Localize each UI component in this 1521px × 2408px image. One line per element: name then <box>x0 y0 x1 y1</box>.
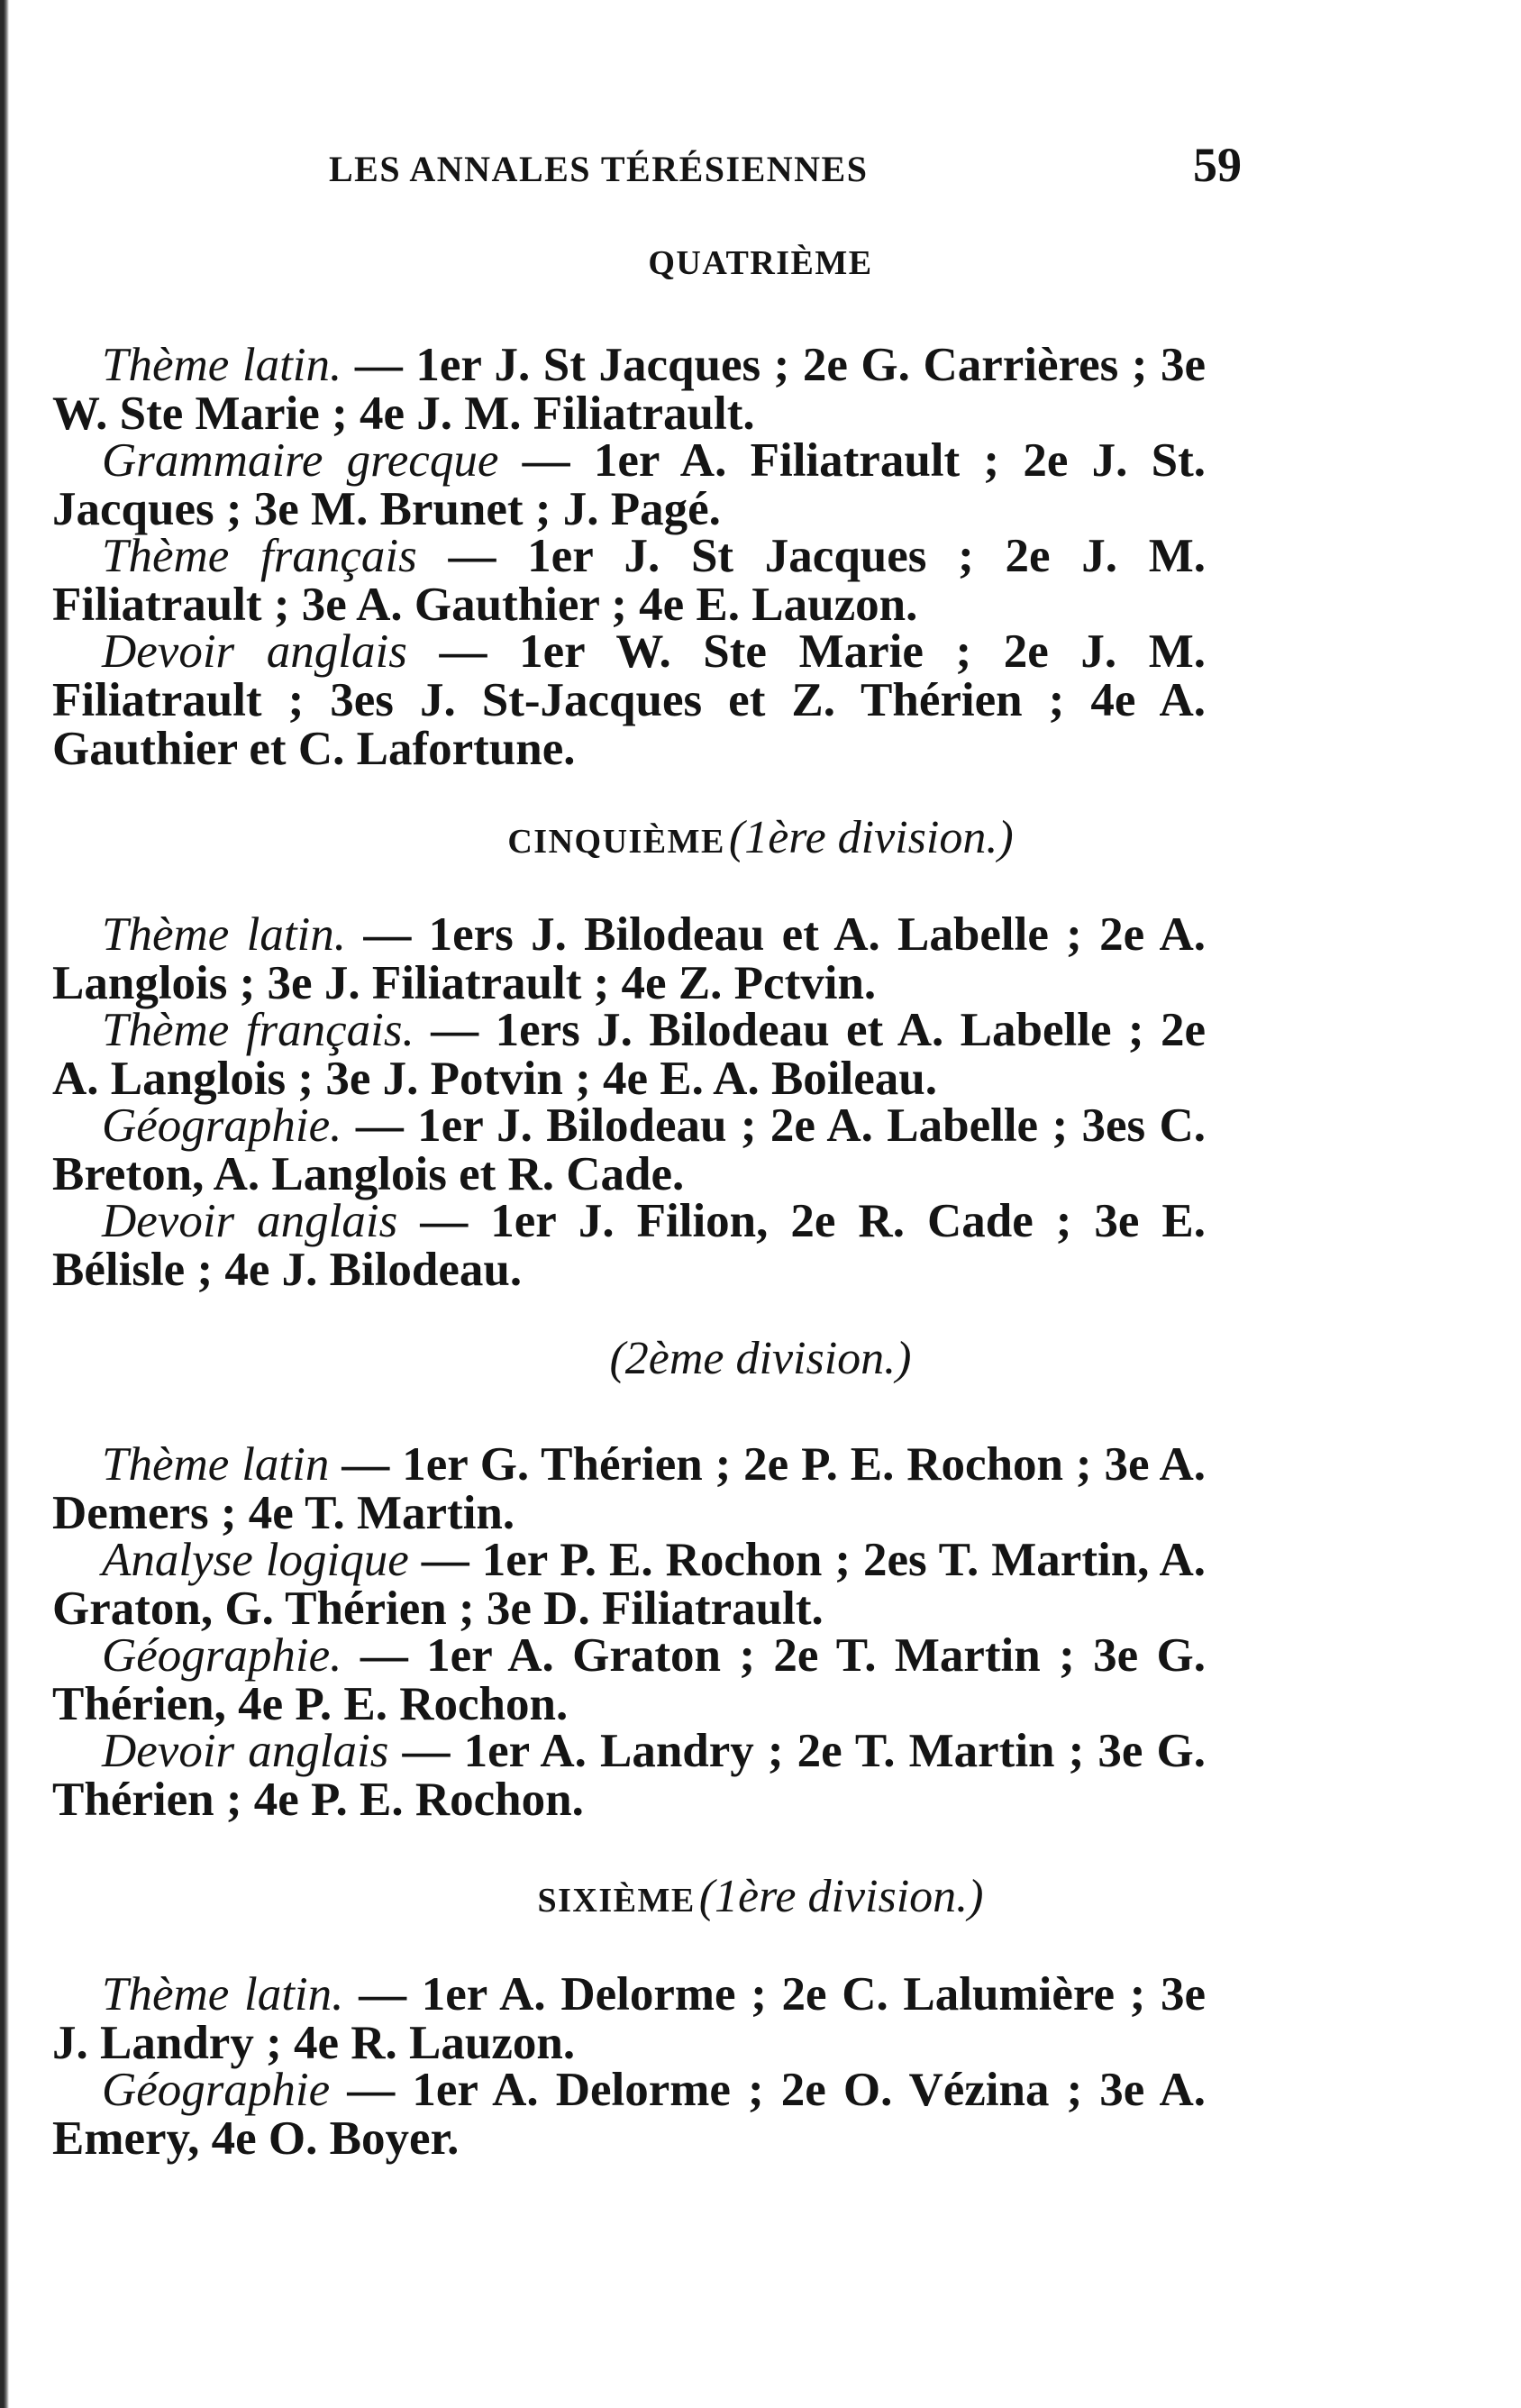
result-entry <box>52 1101 1206 1199</box>
subject-name: Devoir anglais <box>102 1195 398 1247</box>
results-text: — 1er G. Thérien ; 2e P. E. Rochon ; 3e A. Demers ; 4e T. Martin. <box>52 1438 1207 1539</box>
results-text: — 1er J. St Jacques ; 2e J. M. Filiatrault ; 3e A. Gauthier ; 4e E. Lauzon. <box>52 530 1206 631</box>
result-entry <box>52 532 1206 629</box>
running-title: LES ANNALES TÉRÉSIENNES <box>329 149 869 189</box>
results-text: — 1er A. Graton ; 2e T. Martin ; 3e G. Thérien, 4e P. E. Rochon. <box>52 1629 1207 1730</box>
results-text: — 1er A. Delorme ; 2e C. Lalumière ; 3e J. Landry ; 4e R. Lauzon. <box>52 1968 1207 2069</box>
page-binding-edge <box>0 0 9 2408</box>
subject-name: Thème latin. <box>102 339 342 391</box>
subject-name: Devoir anglais <box>102 1725 389 1777</box>
division-label: (2ème division.) <box>609 1333 912 1384</box>
subject-name: Thème latin <box>102 1438 330 1491</box>
result-entry <box>52 1006 1206 1103</box>
section-name: SIXIÈME <box>537 1882 696 1920</box>
subject-name: Thème latin. <box>102 1968 344 2020</box>
subject-name: Thème latin. <box>102 908 347 961</box>
section-title-cinquieme-1 <box>0 811 1521 864</box>
results-text: — 1er P. E. Rochon ; 2es T. Martin, A. Graton, G. Thérien ; 3e D. Filiatrault. <box>52 1534 1206 1635</box>
result-entry <box>52 1727 1206 1824</box>
section-name: CINQUIÈME <box>507 823 725 861</box>
results-text: — 1er J. St Jacques ; 2e G. Carrières ; 3e W. Ste Marie ; 4e J. M. Filiatrault. <box>52 339 1206 440</box>
results-text: — 1er J. Bilodeau ; 2e A. Labelle ; 3es C. Breton, A. Langlois et R. Cade. <box>52 1099 1207 1200</box>
results-text: — 1er A. Filiatrault ; 2e J. St. Jacques ; 3e M. Brunet ; J. Pagé. <box>52 434 1206 535</box>
results-text: — 1er A. Landry ; 2e T. Martin ; 3e G. Thérien ; 4e P. E. Rochon. <box>52 1725 1206 1826</box>
result-entry <box>52 1970 1206 2067</box>
results-text: — 1er J. Filion, 2e R. Cade ; 3e E. Bélisle ; 4e J. Bilodeau. <box>52 1195 1207 1296</box>
result-entry <box>52 341 1206 438</box>
subject-name: Grammaire grecque <box>102 434 499 487</box>
result-entry <box>52 1536 1206 1633</box>
results-text: — 1er A. Delorme ; 2e O. Vézina ; 3e A. Emery, 4e O. Boyer. <box>52 2064 1207 2165</box>
result-entry <box>52 627 1206 773</box>
subject-name: Géographie. <box>102 1629 342 1682</box>
subject-name: Analyse logique <box>102 1534 409 1586</box>
division-label: (1ère division.) <box>728 812 1014 863</box>
result-entry <box>52 1440 1206 1537</box>
results-text: — 1er W. Ste Marie ; 2e J. M. Filiatrault ; 3es J. St-Jacques et Z. Thérien ; 4e A. Gauthier et C. Lafortune. <box>52 625 1206 775</box>
result-entry <box>52 436 1206 534</box>
subject-name: Thème français <box>102 530 417 582</box>
subject-name: Devoir anglais <box>102 625 407 678</box>
result-entry <box>52 910 1206 1008</box>
result-entry <box>52 1197 1206 1294</box>
section-title-cinquieme-2 <box>0 1332 1521 1385</box>
results-text: — 1ers J. Bilodeau et A. Labelle ; 2e A. Langlois ; 3e J. Filiatrault ; 4e Z. Pctvin. <box>52 908 1206 1009</box>
page-header <box>108 138 1242 205</box>
result-entry <box>52 2066 1206 2163</box>
page-number: 59 <box>1193 138 1242 192</box>
division-label: (1ère division.) <box>698 1871 984 1922</box>
section-name: QUATRIÈME <box>648 244 873 282</box>
results-text: — 1ers J. Bilodeau et A. Labelle ; 2e A. Langlois ; 3e J. Potvin ; 4e E. A. Boileau. <box>52 1004 1207 1105</box>
section-title-sixieme-1 <box>0 1870 1521 1923</box>
subject-name: Géographie. <box>102 1099 342 1152</box>
section-title-quatrieme <box>0 243 1521 283</box>
subject-name: Géographie <box>102 2064 331 2116</box>
result-entry <box>52 1631 1206 1728</box>
subject-name: Thème français. <box>102 1004 414 1056</box>
